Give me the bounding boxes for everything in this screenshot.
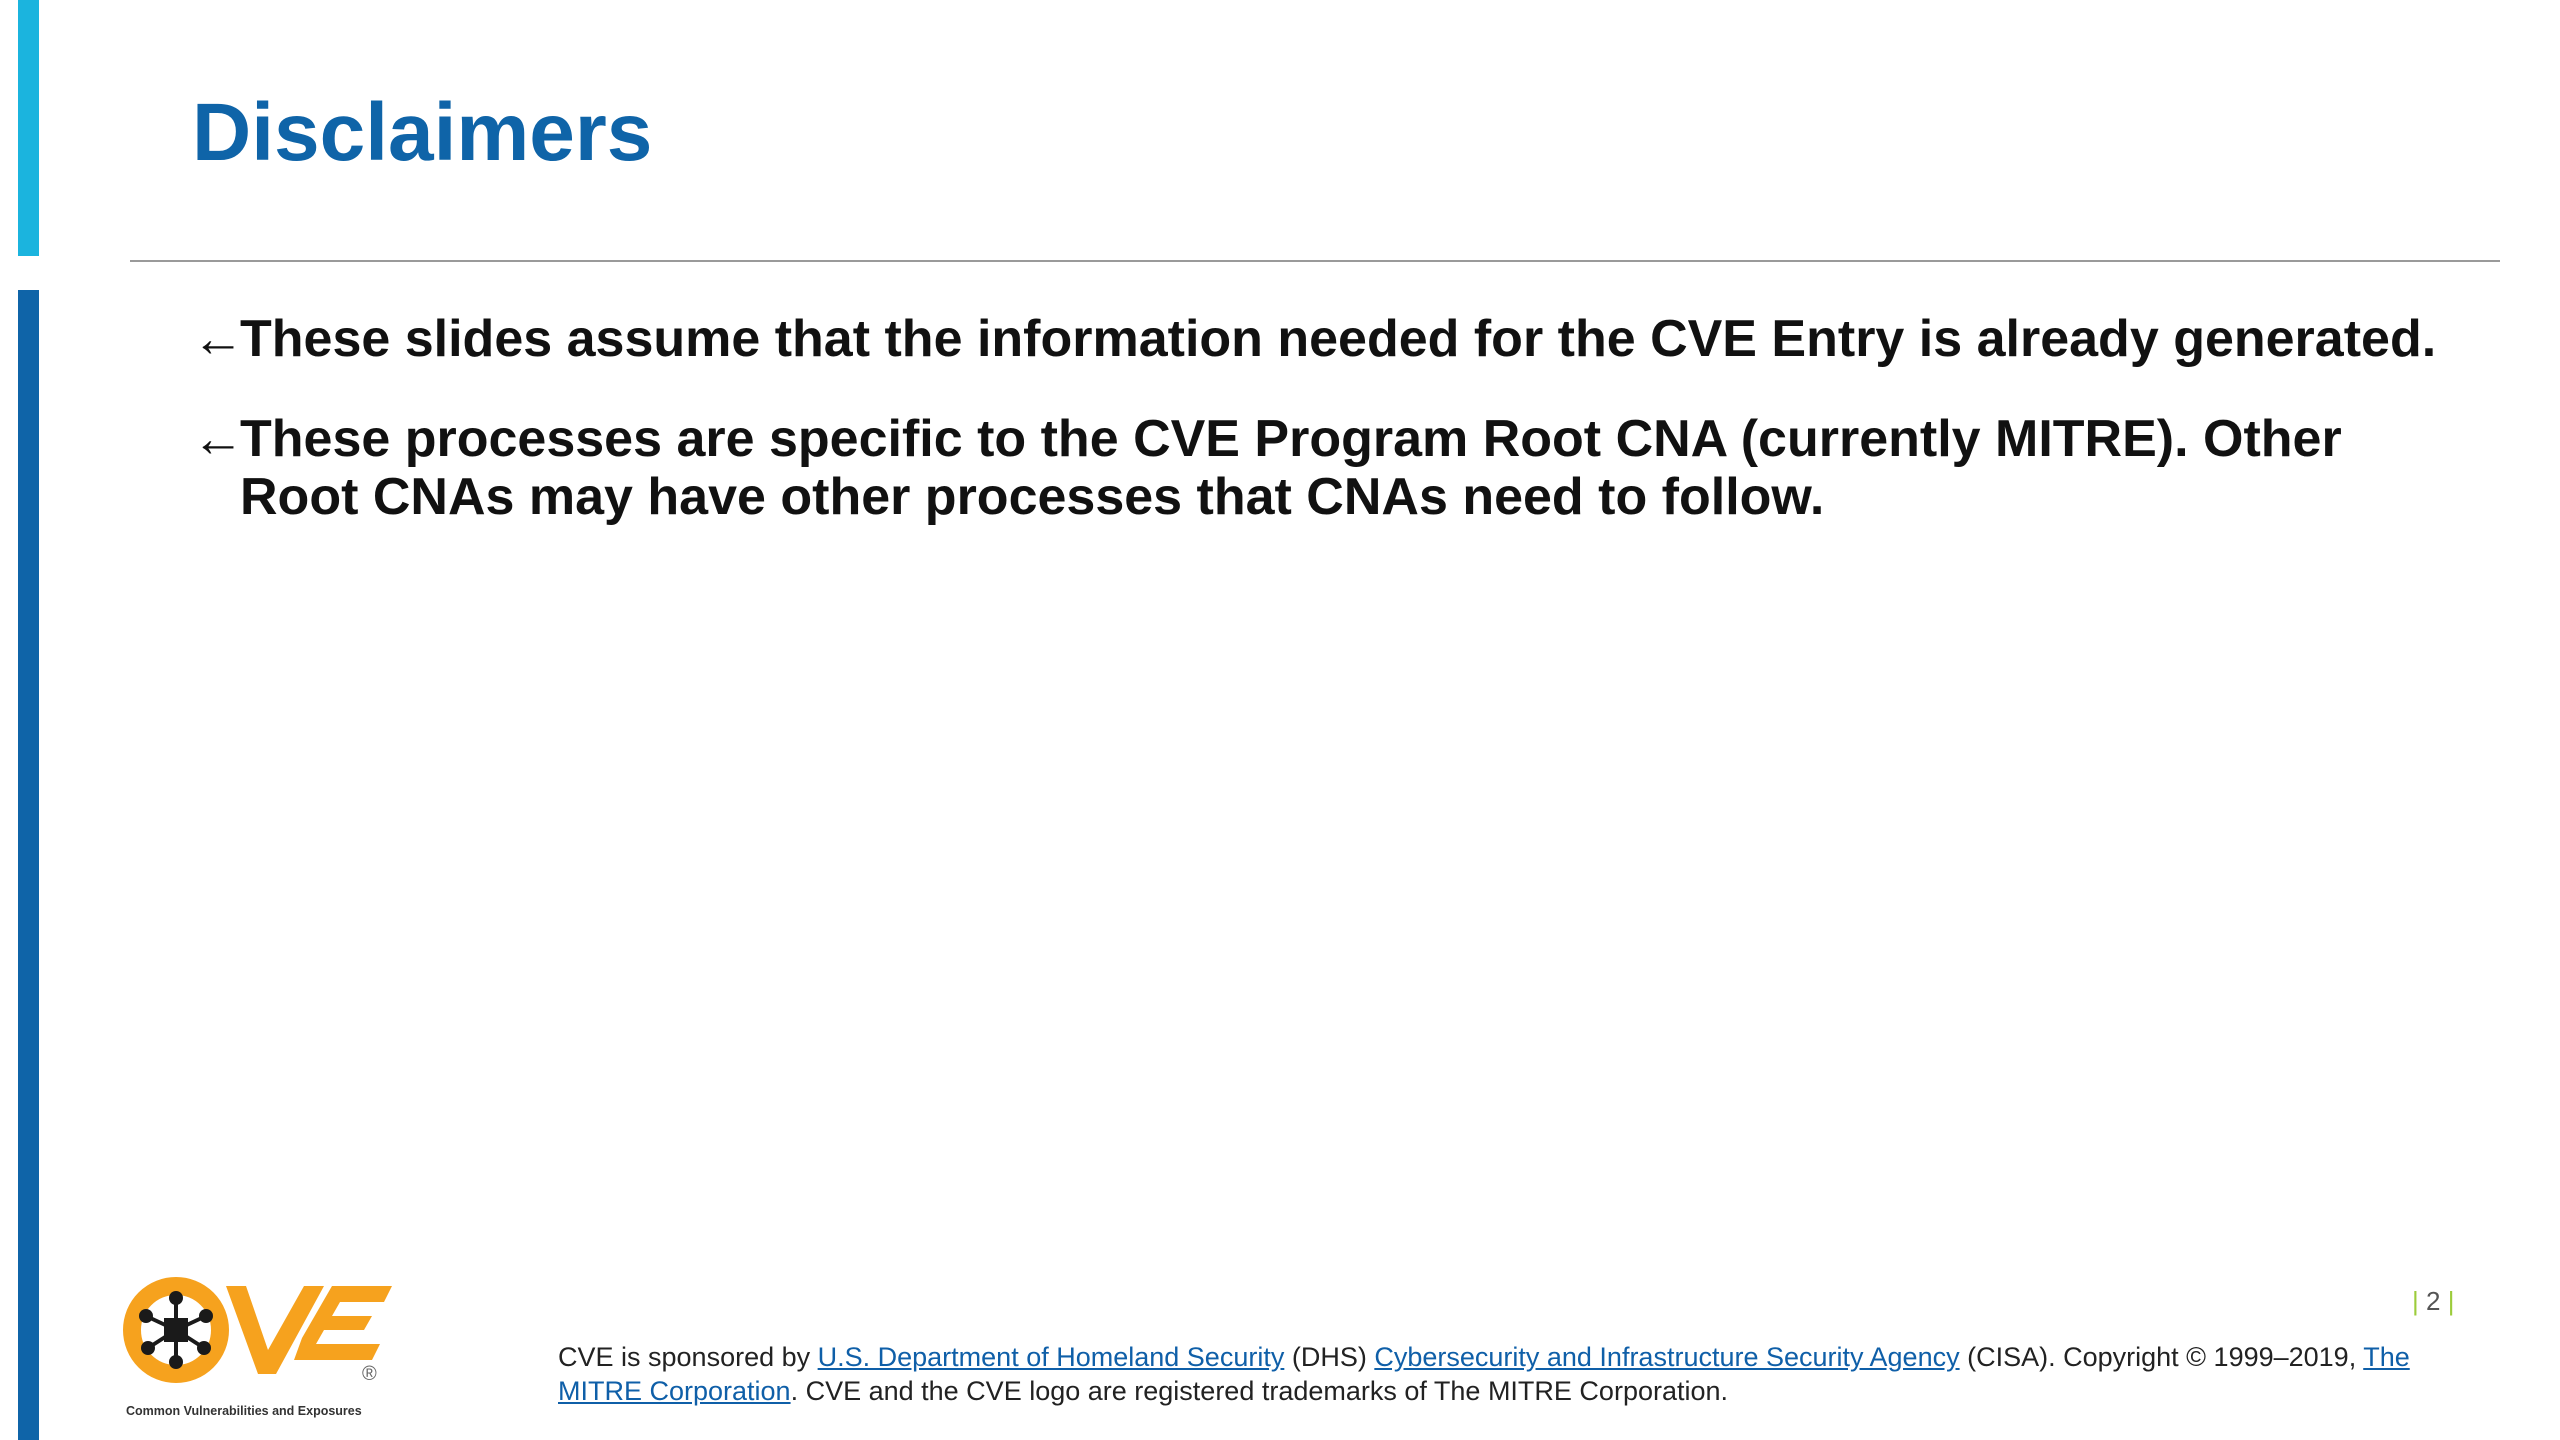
- logo-tagline: Common Vulnerabilities and Exposures: [126, 1404, 362, 1418]
- accent-bar-bottom: [18, 290, 39, 1440]
- page-number-bar: |: [2447, 1286, 2455, 1316]
- cve-logo: [118, 1268, 398, 1428]
- bullet-item: [192, 310, 2452, 368]
- footer-text: (DHS): [1284, 1342, 1375, 1372]
- bullet-text: These slides assume that the information needed for the CVE Entry is already generated.: [240, 310, 2437, 368]
- network-node-icon: [132, 1286, 220, 1374]
- footer-text: CVE is sponsored by: [558, 1342, 818, 1372]
- bullet-item: [192, 410, 2452, 526]
- footer-copyright: [558, 1340, 2458, 1408]
- accent-bar-top: [18, 0, 39, 256]
- page-number-bar: |: [2412, 1286, 2419, 1316]
- arrow-left-icon: ←: [192, 410, 244, 468]
- cisa-link[interactable]: Cybersecurity and Infrastructure Security Agency: [1374, 1342, 1960, 1372]
- cve-logo-letters: [226, 1286, 392, 1374]
- footer-text: (CISA). Copyright © 1999–2019,: [1959, 1342, 2364, 1372]
- registered-mark: ®: [362, 1363, 377, 1385]
- dhs-link[interactable]: U.S. Department of Homeland Security: [817, 1342, 1285, 1372]
- page-number: [2412, 1286, 2454, 1317]
- arrow-left-icon: ←: [192, 310, 244, 368]
- footer-text: . CVE and the CVE logo are registered trademarks of The MITRE Corporation.: [790, 1376, 1729, 1406]
- title-divider: [130, 260, 2500, 262]
- bullet-list: [192, 310, 2452, 568]
- mitre-link[interactable]: The MITRE Corporation: [558, 1342, 2410, 1406]
- slide-title: Disclaimers: [192, 87, 653, 178]
- page-number-value: 2: [2426, 1286, 2441, 1316]
- bullet-text: These processes are specific to the CVE Program Root CNA (currently MITRE). Other Root CNAs may have other processes that CNAs need to follow.: [240, 410, 2342, 526]
